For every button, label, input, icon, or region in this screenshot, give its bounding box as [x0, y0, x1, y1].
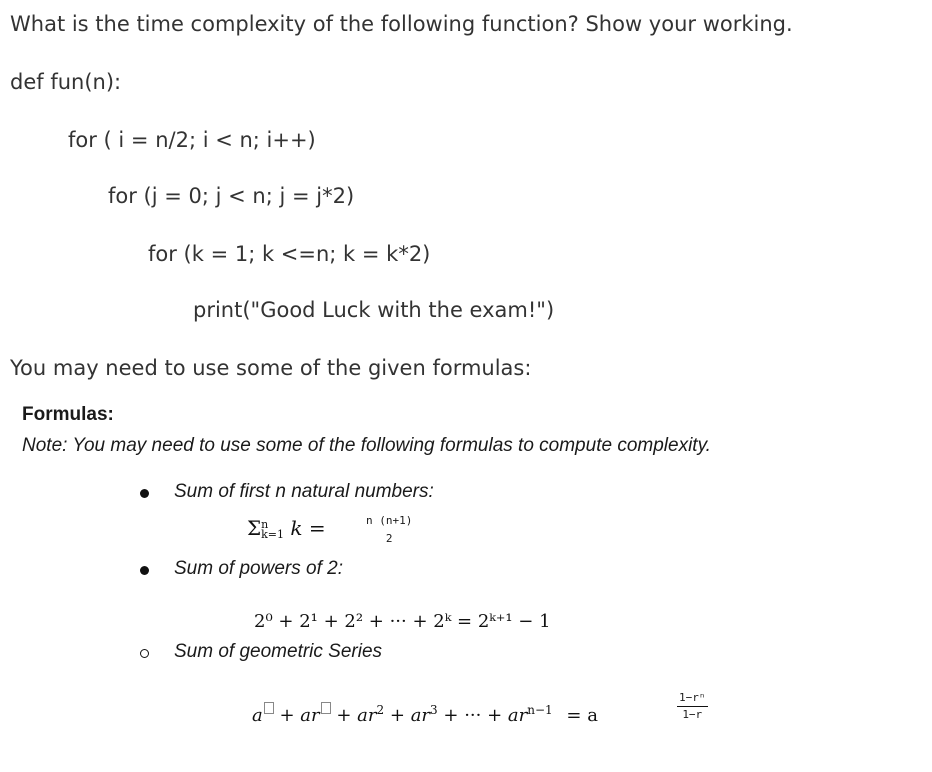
formula-label-geometric: Sum of geometric Series: [174, 641, 383, 662]
hint-text: You may need to use some of the given formulas:: [10, 356, 532, 380]
formula-sum-natural-fraction: n (n+1) 2: [366, 514, 413, 545]
code-loop-j: for (j = 0; j < n; j = j*2): [108, 184, 355, 208]
code-def-line: def fun(n):: [10, 70, 122, 94]
code-loop-k: for (k = 1; k <=n; k = k*2): [148, 242, 431, 266]
missing-glyph-icon: [264, 702, 274, 714]
bullet-circle-icon: [140, 649, 149, 658]
formula-sum-geometric-fraction: 1−rⁿ 1−r: [679, 691, 706, 721]
formulas-title: Formulas:: [22, 404, 114, 425]
formula-sum-powers: 2⁰ + 2¹ + 2² + ··· + 2ᵏ = 2ᵏ⁺¹ − 1: [254, 611, 551, 632]
formula-label-powers: Sum of powers of 2:: [174, 558, 343, 579]
code-print-line: print("Good Luck with the exam!"): [193, 298, 555, 322]
question-text: What is the time complexity of the following function? Show your working.: [10, 12, 793, 36]
formula-sum-geometric: a + ar + $ar^2 + ar^3$ + ··· + $ar^{n-1} = a$: [252, 703, 598, 726]
missing-glyph-icon: [321, 702, 331, 714]
formulas-note: Note: You may need to use some of the following formulas to compute complexity.: [22, 435, 711, 456]
formula-sum-natural: Σ n k=1 k =: [247, 516, 326, 541]
bullet-dot-icon: [140, 489, 149, 498]
formula-label-natural: Sum of first n natural numbers:: [174, 481, 434, 502]
code-loop-i: for ( i = n/2; i < n; i++): [68, 128, 316, 152]
bullet-dot-icon: [140, 566, 149, 575]
